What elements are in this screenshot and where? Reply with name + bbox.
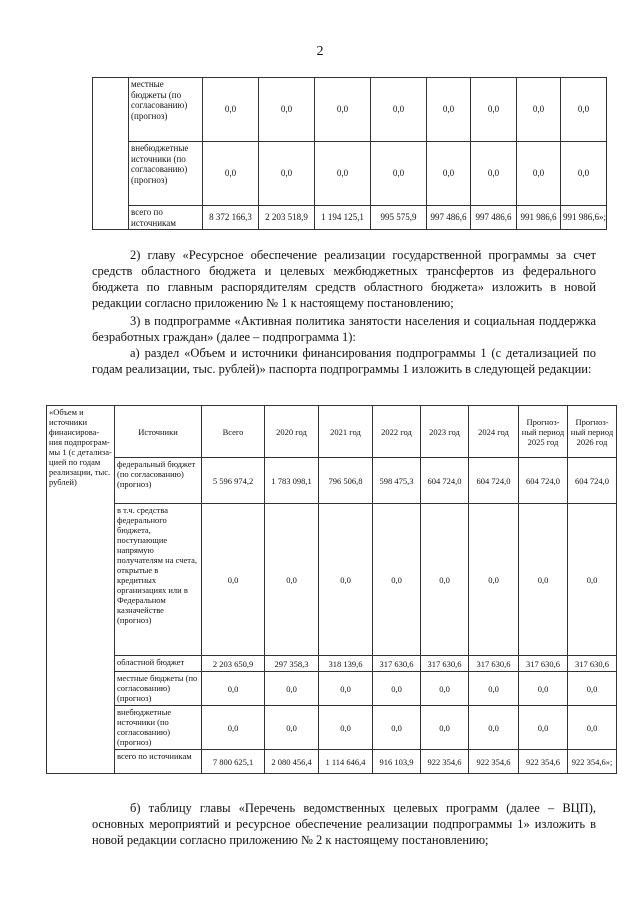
value-cell: 0,0 [259, 78, 315, 142]
value-cell: 2 203 650,9 [202, 656, 265, 672]
row-header-cell: «Объем и источники финансирова-ния подпрограм-мы 1 (с детализа-цией по годам реализации, тыс. рублей) [47, 406, 115, 774]
header-cell: Всего [202, 406, 265, 458]
table-row [93, 142, 607, 206]
empty-cell [93, 78, 129, 230]
value-cell: 0,0 [421, 706, 469, 750]
value-cell: 0,0 [371, 142, 427, 206]
value-cell: 0,0 [373, 706, 421, 750]
value-cell: 0,0 [427, 142, 471, 206]
value-cell: 598 475,3 [373, 458, 421, 504]
value-cell: 2 203 518,9 [259, 206, 315, 230]
value-cell: 0,0 [259, 142, 315, 206]
value-cell: 604 724,0 [568, 458, 617, 504]
value-cell: 7 800 625,1 [202, 750, 265, 774]
value-cell: 0,0 [265, 706, 319, 750]
value-cell: 916 103,9 [373, 750, 421, 774]
header-row [47, 406, 617, 458]
value-cell: 0,0 [471, 142, 517, 206]
table-row [93, 78, 607, 142]
value-cell: 922 354,6 [519, 750, 568, 774]
table-row [47, 504, 617, 656]
value-cell: 0,0 [202, 672, 265, 706]
value-cell: 317 630,6 [373, 656, 421, 672]
header-cell: 2020 год [265, 406, 319, 458]
value-cell: 0,0 [319, 504, 373, 656]
value-cell: 0,0 [203, 142, 259, 206]
value-cell: 991 986,6 [517, 206, 561, 230]
value-cell: 317 630,6 [519, 656, 568, 672]
source-cell: внебюджетные источники (по согласованию) (прогноз) [129, 142, 203, 206]
value-cell: 0,0 [421, 504, 469, 656]
header-cell: 2023 год [421, 406, 469, 458]
source-cell: федеральный бюджет (по согласованию) (прогноз) [115, 458, 202, 504]
value-cell: 297 358,3 [265, 656, 319, 672]
value-cell: 318 139,6 [319, 656, 373, 672]
value-cell: 0,0 [202, 706, 265, 750]
value-cell: 0,0 [315, 78, 371, 142]
header-cell: 2022 год [373, 406, 421, 458]
value-cell: 0,0 [568, 672, 617, 706]
value-cell: 0,0 [561, 78, 607, 142]
header-cell: 2024 год [469, 406, 519, 458]
value-cell: 604 724,0 [421, 458, 469, 504]
value-cell: 922 354,6 [469, 750, 519, 774]
table-row [93, 206, 607, 230]
source-cell: всего по источникам [115, 750, 202, 774]
source-cell: всего по источникам [129, 206, 203, 230]
value-cell: 1 783 098,1 [265, 458, 319, 504]
value-cell: 604 724,0 [469, 458, 519, 504]
value-cell: 0,0 [265, 672, 319, 706]
value-cell: 0,0 [371, 78, 427, 142]
value-cell: 317 630,6 [568, 656, 617, 672]
source-cell: местные бюджеты (по согласованию) (прогноз) [129, 78, 203, 142]
value-cell: 0,0 [373, 504, 421, 656]
value-cell: 0,0 [568, 504, 617, 656]
header-cell: Прогноз-ный период 2025 год [519, 406, 568, 458]
value-cell: 604 724,0 [519, 458, 568, 504]
value-cell: 1 194 125,1 [315, 206, 371, 230]
value-cell: 0,0 [519, 672, 568, 706]
value-cell: 0,0 [517, 78, 561, 142]
value-cell: 317 630,6 [421, 656, 469, 672]
value-cell: 5 596 974,2 [202, 458, 265, 504]
funding-table-subprogram-1 [46, 405, 617, 774]
value-cell: 0,0 [373, 672, 421, 706]
table-row [47, 672, 617, 706]
header-cell: Прогноз-ный период 2026 год [568, 406, 617, 458]
value-cell: 0,0 [469, 504, 519, 656]
value-cell: 317 630,6 [469, 656, 519, 672]
value-cell: 922 354,6 [421, 750, 469, 774]
value-cell: 0,0 [319, 706, 373, 750]
value-cell: 0,0 [427, 78, 471, 142]
page-number: 2 [316, 44, 324, 59]
value-cell: 0,0 [519, 504, 568, 656]
value-cell: 0,0 [421, 672, 469, 706]
value-cell: 0,0 [202, 504, 265, 656]
value-cell: 0,0 [568, 706, 617, 750]
paragraph-chapter-2: 2) главу «Ресурсное обеспечение реализации государственной программы за счет средств областного бюджета и целевых межбюджетных трансфертов из федерального бюджета по главным распорядителям средств областного бюджета» изложить в новой редакции согласно приложению № 1 к настоящему постановлению; [92, 248, 596, 310]
value-cell: 8 372 166,3 [203, 206, 259, 230]
value-cell: 0,0 [265, 504, 319, 656]
value-cell: 0,0 [469, 706, 519, 750]
value-cell: 1 114 646,4 [319, 750, 373, 774]
paragraph-section-b: б) таблицу главы «Перечень ведомственных целевых программ (далее – ВЦП), основных мероприятий и ресурсное обеспечение реализации подпрограммы 1» изложить в новой редакции согласно приложению № 2 к настоящему постановлению; [92, 801, 596, 847]
source-cell: внебюджетные источники (по согласованию) (прогноз) [115, 706, 202, 750]
table-row [47, 656, 617, 672]
value-cell: 997 486,6 [471, 206, 517, 230]
header-cell: Источники [115, 406, 202, 458]
value-cell: 2 080 456,4 [265, 750, 319, 774]
value-cell: 922 354,6»; [568, 750, 617, 774]
funding-table-continued [92, 77, 607, 230]
value-cell: 0,0 [471, 78, 517, 142]
value-cell: 997 486,6 [427, 206, 471, 230]
source-cell: в т.ч. средства федерального бюджета, поступающие напрямую получателям на счета, открытые в кредитных организациях или в Федеральном казначействе (прогноз) [115, 504, 202, 656]
value-cell: 991 986,6»; [561, 206, 607, 230]
source-cell: местные бюджеты (по согласованию) (прогноз) [115, 672, 202, 706]
table-row [47, 458, 617, 504]
value-cell: 796 506,8 [319, 458, 373, 504]
paragraph-section-a: а) раздел «Объем и источники финансирования подпрограммы 1 (с детализацией по годам реализации, тыс. рублей)» паспорта подпрограммы 1 изложить в следующей редакции: [92, 346, 596, 376]
paragraph-subprogram-1: 3) в подпрограмме «Активная политика занятости населения и социальная поддержка безработных граждан» (далее – подпрограмма 1): [92, 314, 596, 344]
source-cell: областной бюджет [115, 656, 202, 672]
value-cell: 0,0 [203, 78, 259, 142]
value-cell: 0,0 [517, 142, 561, 206]
table-row [47, 750, 617, 774]
value-cell: 0,0 [561, 142, 607, 206]
value-cell: 0,0 [319, 672, 373, 706]
table-row [47, 706, 617, 750]
value-cell: 0,0 [469, 672, 519, 706]
value-cell: 0,0 [315, 142, 371, 206]
header-cell: 2021 год [319, 406, 373, 458]
value-cell: 995 575,9 [371, 206, 427, 230]
value-cell: 0,0 [519, 706, 568, 750]
